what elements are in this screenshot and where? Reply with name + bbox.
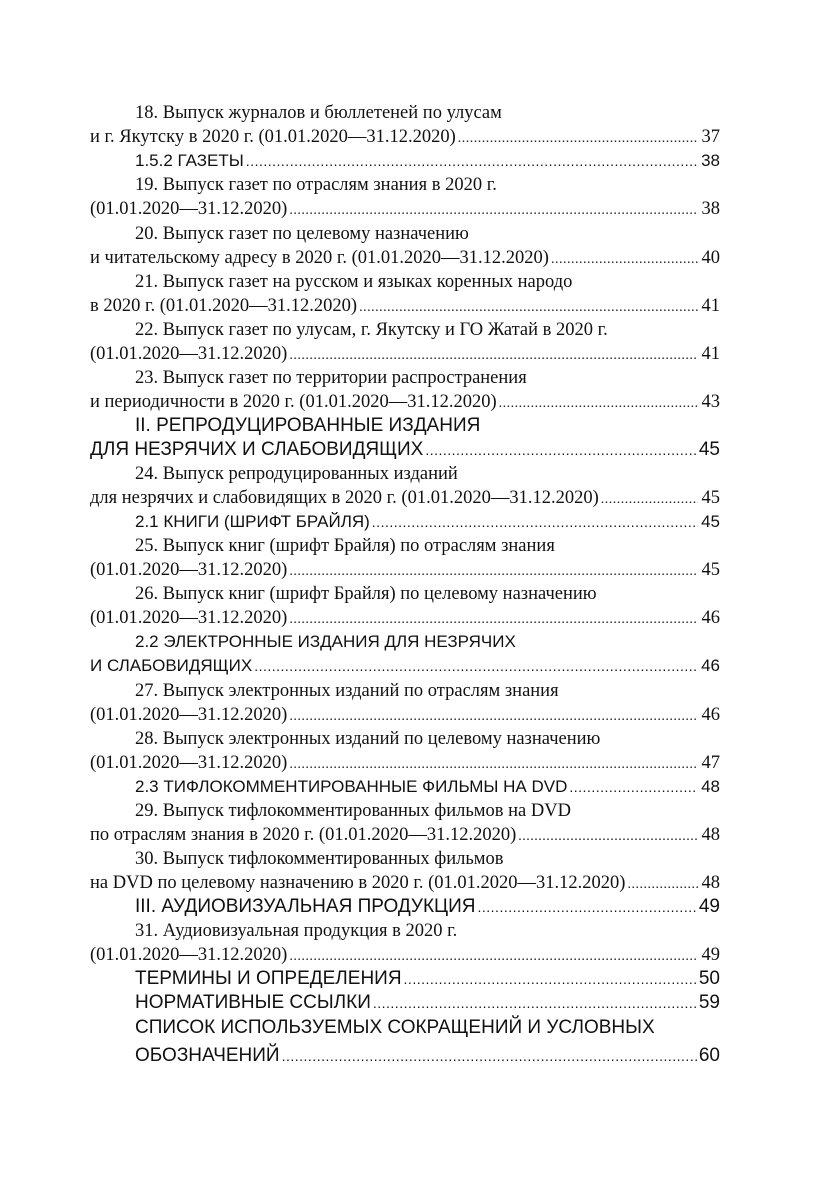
toc-entry-title: (01.01.2020—31.12.2020) bbox=[90, 945, 288, 965]
toc-entry[interactable] bbox=[90, 896, 720, 918]
toc-entry-title: 29. Выпуск тифлокомментированных фильмов на DVD bbox=[135, 801, 571, 821]
toc-entry[interactable] bbox=[90, 944, 720, 968]
toc-entry[interactable] bbox=[90, 439, 720, 461]
toc-entry-title: III. АУДИОВИЗУАЛЬНАЯ ПРОДУКЦИЯ bbox=[135, 896, 476, 917]
toc-entry[interactable] bbox=[90, 583, 720, 605]
toc-entry-page-number: 49 bbox=[698, 896, 720, 917]
dot-leader bbox=[569, 776, 698, 798]
dot-leader bbox=[627, 874, 698, 896]
toc-entry-title: в 2020 г. (01.01.2020—31.12.2020) bbox=[90, 296, 358, 316]
toc-entry-title: 20. Выпуск газет по целевому назначению bbox=[135, 224, 469, 244]
dot-leader bbox=[289, 754, 698, 776]
toc-entry[interactable] bbox=[90, 102, 720, 124]
dot-leader bbox=[289, 946, 698, 968]
dot-leader bbox=[254, 655, 698, 677]
toc-entry-title: 22. Выпуск газет по улусам, г. Якутску и ГО Жатай в 2020 г. bbox=[135, 320, 608, 340]
toc-entry-title: 26. Выпуск книг (шрифт Брайля) по целевому назначению bbox=[135, 584, 597, 604]
toc-entry[interactable] bbox=[90, 776, 720, 798]
toc-entry[interactable] bbox=[90, 968, 720, 990]
toc-entry-page-number: 50 bbox=[698, 968, 720, 989]
toc-entry-title: 30. Выпуск тифлокомментированных фильмов bbox=[135, 849, 504, 869]
toc-entry[interactable] bbox=[90, 680, 720, 702]
toc-entry[interactable] bbox=[90, 559, 720, 583]
toc-entry[interactable] bbox=[90, 800, 720, 822]
toc-entry[interactable] bbox=[90, 198, 720, 222]
dot-leader bbox=[458, 128, 698, 150]
toc-entry-title: для незрячих и слабовидящих в 2020 г. (01.01.2020—31.12.2020) bbox=[90, 488, 599, 508]
toc-entry-title: 27. Выпуск электронных изданий по отраслям знания bbox=[135, 681, 559, 701]
toc-entry-page-number: 37 bbox=[701, 127, 720, 147]
toc-entry-title: 21. Выпуск газет на русском и языках коренных народо bbox=[135, 272, 573, 292]
toc-entry-title: II. РЕПРОДУЦИРОВАННЫЕ ИЗДАНИЯ bbox=[135, 415, 481, 436]
toc-entry-page-number: 38 bbox=[701, 199, 720, 219]
toc-entry-page-number: 48 bbox=[701, 873, 720, 893]
toc-entry-page-number: 48 bbox=[701, 777, 720, 796]
toc-entry-title: по отраслям знания в 2020 г. (01.01.2020—31.12.2020) bbox=[90, 825, 517, 845]
toc-entry[interactable] bbox=[90, 247, 720, 271]
toc-entry-title: ОБОЗНАЧЕНИЙ bbox=[135, 1045, 280, 1066]
toc-entry-page-number: 46 bbox=[701, 608, 720, 628]
toc-entry-title: НОРМАТИВНЫЕ ССЫЛКИ bbox=[135, 992, 371, 1013]
dot-leader bbox=[601, 489, 698, 511]
dot-leader bbox=[404, 968, 697, 990]
toc-entry-title: (01.01.2020—31.12.2020) bbox=[90, 199, 288, 219]
toc-entry[interactable] bbox=[90, 631, 720, 653]
dot-leader bbox=[246, 150, 698, 172]
toc-entry[interactable] bbox=[90, 1045, 720, 1067]
toc-entry-title: 18. Выпуск журналов и бюллетеней по улусам bbox=[135, 103, 502, 123]
toc-entry[interactable] bbox=[90, 174, 720, 196]
dot-leader bbox=[499, 393, 698, 415]
dot-leader bbox=[373, 992, 697, 1014]
toc-entry-title: (01.01.2020—31.12.2020) bbox=[90, 560, 288, 580]
toc-entry[interactable] bbox=[90, 872, 720, 896]
toc-entry[interactable] bbox=[90, 728, 720, 750]
dot-leader bbox=[289, 345, 698, 367]
toc-entry-page-number: 46 bbox=[701, 656, 720, 675]
toc-entry-title: на DVD по целевому назначению в 2020 г. (01.01.2020—31.12.2020) bbox=[90, 873, 626, 893]
toc-entry-title: 19. Выпуск газет по отраслям знания в 2020 г. bbox=[135, 175, 497, 195]
toc-entry-title: и читательскому адресу в 2020 г. (01.01.2020—31.12.2020) bbox=[90, 248, 549, 268]
toc-entry[interactable] bbox=[90, 271, 720, 293]
toc-entry-page-number: 38 bbox=[701, 151, 720, 170]
toc-entry-page-number: 59 bbox=[698, 992, 720, 1013]
toc-entry[interactable] bbox=[90, 752, 720, 776]
toc-entry[interactable] bbox=[90, 848, 720, 870]
toc-entry-page-number: 60 bbox=[698, 1045, 720, 1066]
toc-entry[interactable] bbox=[90, 487, 720, 511]
toc-entry-page-number: 45 bbox=[701, 512, 720, 531]
toc-entry[interactable] bbox=[90, 295, 720, 319]
toc-entry-page-number: 49 bbox=[701, 945, 720, 965]
dot-leader bbox=[289, 561, 698, 583]
toc-entry[interactable] bbox=[90, 415, 720, 437]
toc-entry-page-number: 43 bbox=[701, 392, 720, 412]
toc-entry-title: (01.01.2020—31.12.2020) bbox=[90, 705, 288, 725]
toc-entry-title: и г. Якутску в 2020 г. (01.01.2020—31.12.2020) bbox=[90, 127, 456, 147]
toc-entry-page-number: 45 bbox=[701, 488, 720, 508]
dot-leader bbox=[372, 511, 698, 533]
toc-entry-title: 1.5.2 ГАЗЕТЫ bbox=[135, 151, 244, 170]
toc-entry-title: И СЛАБОВИДЯЩИХ bbox=[90, 656, 253, 675]
toc-entry-title: 24. Выпуск репродуцированных изданий bbox=[135, 464, 458, 484]
toc-entry-title: (01.01.2020—31.12.2020) bbox=[90, 344, 288, 364]
toc-entry-page-number: 41 bbox=[701, 296, 720, 316]
toc-entry-title: и периодичности в 2020 г. (01.01.2020—31.12.2020) bbox=[90, 392, 497, 412]
toc-entry[interactable] bbox=[90, 824, 720, 848]
toc-entry-title: СПИСОК ИСПОЛЬЗУЕМЫХ СОКРАЩЕНИЙ И УСЛОВНЫХ bbox=[135, 1017, 655, 1038]
dot-leader bbox=[478, 896, 697, 918]
toc-entry-page-number: 47 bbox=[701, 753, 720, 773]
toc-entry-title: 2.2 ЭЛЕКТРОННЫЕ ИЗДАНИЯ ДЛЯ НЕЗРЯЧИХ bbox=[135, 632, 516, 651]
toc-entry-title: 2.3 ТИФЛОКОММЕНТИРОВАННЫЕ ФИЛЬМЫ НА DVD bbox=[135, 777, 568, 796]
toc-entry[interactable] bbox=[90, 126, 720, 150]
toc-entry[interactable] bbox=[90, 343, 720, 367]
toc-entry-page-number: 45 bbox=[701, 560, 720, 580]
toc-entry-title: 23. Выпуск газет по территории распространения bbox=[135, 368, 527, 388]
toc-entry[interactable] bbox=[90, 511, 720, 533]
toc-entry-title: ДЛЯ НЕЗРЯЧИХ И СЛАБОВИДЯЩИХ bbox=[90, 439, 424, 460]
dot-leader bbox=[282, 1045, 697, 1067]
dot-leader bbox=[359, 297, 698, 319]
toc-entry-page-number: 40 bbox=[701, 248, 720, 268]
toc-entry[interactable] bbox=[90, 655, 720, 677]
toc-entry[interactable] bbox=[90, 704, 720, 728]
toc-entry[interactable] bbox=[90, 920, 720, 942]
toc-entry[interactable] bbox=[90, 391, 720, 415]
toc-entry-title: 25. Выпуск книг (шрифт Брайля) по отраслям знания bbox=[135, 536, 555, 556]
toc-entry[interactable] bbox=[90, 367, 720, 389]
toc-entry[interactable] bbox=[90, 463, 720, 485]
dot-leader bbox=[518, 826, 698, 848]
toc-entry-title: (01.01.2020—31.12.2020) bbox=[90, 608, 288, 628]
toc-entry[interactable] bbox=[90, 992, 720, 1014]
toc-entry-page-number: 41 bbox=[701, 344, 720, 364]
toc-entry-title: 2.1 КНИГИ (ШРИФТ БРАЙЛЯ) bbox=[135, 512, 370, 531]
toc-entry[interactable] bbox=[90, 535, 720, 557]
dot-leader bbox=[289, 200, 698, 222]
toc-entry-page-number: 48 bbox=[701, 825, 720, 845]
toc-entry-title: ТЕРМИНЫ И ОПРЕДЕЛЕНИЯ bbox=[135, 968, 402, 989]
toc-entry-page-number: 45 bbox=[698, 439, 720, 460]
toc-entry[interactable] bbox=[90, 1017, 720, 1039]
dot-leader bbox=[289, 609, 698, 631]
toc-entry[interactable] bbox=[90, 319, 720, 341]
toc-entry[interactable] bbox=[90, 223, 720, 245]
dot-leader bbox=[289, 706, 698, 728]
dot-leader bbox=[425, 439, 697, 461]
toc-entry-title: 28. Выпуск электронных изданий по целевому назначению bbox=[135, 729, 601, 749]
toc-entry-title: (01.01.2020—31.12.2020) bbox=[90, 753, 288, 773]
dot-leader bbox=[551, 249, 698, 271]
toc-entry[interactable] bbox=[90, 607, 720, 631]
toc-entry-title: 31. Аудиовизуальная продукция в 2020 г. bbox=[135, 921, 458, 941]
toc-entry-page-number: 46 bbox=[701, 705, 720, 725]
toc-entry[interactable] bbox=[90, 150, 720, 172]
